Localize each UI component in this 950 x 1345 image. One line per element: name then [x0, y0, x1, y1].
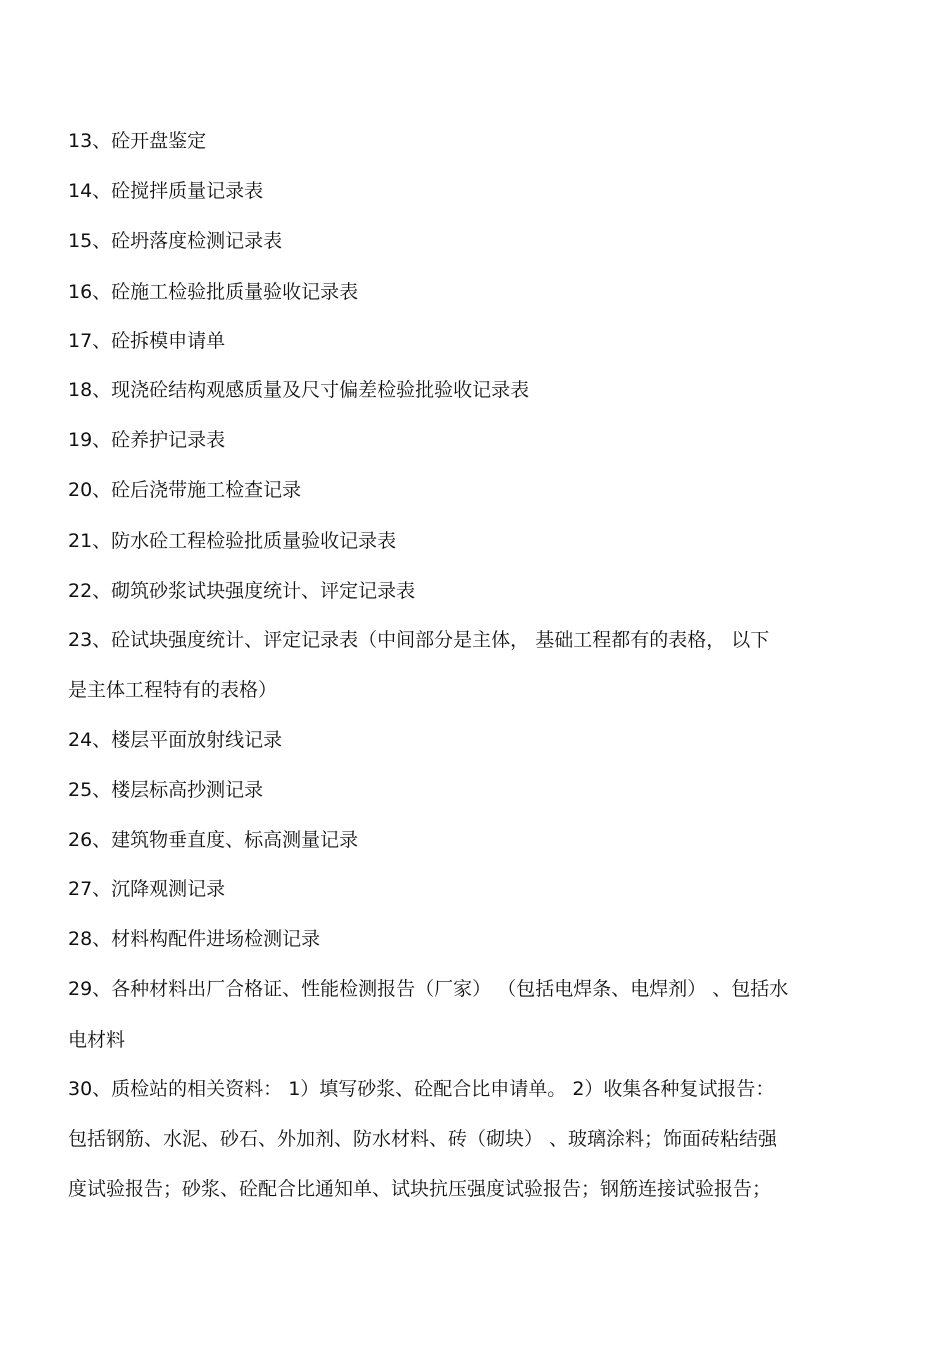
list-item: 18、现浇砼结构观感质量及尺寸偏差检验批验收记录表	[68, 379, 530, 401]
list-item-continuation: 是主体工程特有的表格）	[68, 679, 278, 701]
list-item: 24、楼层平面放射线记录	[68, 729, 283, 751]
list-item: 20、砼后浇带施工检查记录	[68, 479, 302, 501]
list-item: 19、砼养护记录表	[68, 429, 226, 451]
list-item: 29、各种材料出厂合格证、性能检测报告（厂家） （包括电焊条、电焊剂） 、包括水	[68, 978, 789, 1000]
list-item: 13、砼开盘鉴定	[68, 130, 207, 152]
list-item: 28、材料构配件进场检测记录	[68, 928, 321, 950]
list-item: 27、沉降观测记录	[68, 878, 226, 900]
list-item: 23、砼试块强度统计、评定记录表（中间部分是主体， 基础工程都有的表格， 以下	[68, 629, 770, 651]
list-item: 26、建筑物垂直度、标高测量记录	[68, 829, 359, 851]
list-item: 25、楼层标高抄测记录	[68, 779, 264, 801]
list-item: 21、防水砼工程检验批质量验收记录表	[68, 530, 397, 552]
list-item: 17、砼拆模申请单	[68, 330, 226, 352]
list-item: 15、砼坍落度检测记录表	[68, 230, 283, 252]
list-item: 30、质检站的相关资料： 1）填写砂浆、砼配合比申请单。 2）收集各种复试报告：	[68, 1078, 775, 1100]
list-item-continuation: 包括钢筋、水泥、砂石、外加剂、防水材料、砖（砌块） 、玻璃涂料；饰面砖粘结强	[68, 1128, 778, 1150]
list-item: 16、砼施工检验批质量验收记录表	[68, 281, 359, 303]
list-item: 22、砌筑砂浆试块强度统计、评定记录表	[68, 580, 416, 602]
list-item-continuation: 度试验报告；砂浆、砼配合比通知单、试块抗压强度试验报告；钢筋连接试验报告；	[68, 1178, 772, 1200]
list-item-continuation: 电材料	[68, 1029, 126, 1051]
list-item: 14、砼搅拌质量记录表	[68, 180, 264, 202]
